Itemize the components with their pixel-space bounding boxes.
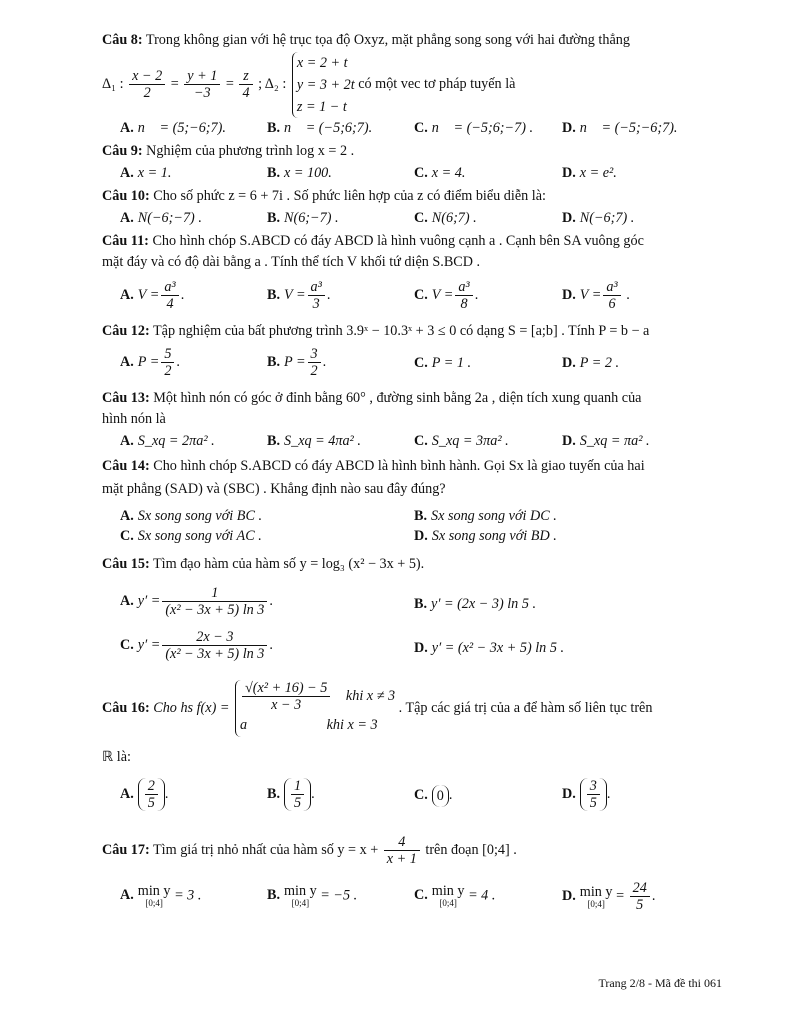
option-a[interactable]: A. Sx song song với BC .	[120, 508, 263, 524]
question-10	[102, 186, 726, 231]
option-d[interactable]: D. S_xq = πa² .	[562, 433, 650, 449]
option-a[interactable]: A. N(−6;−7) .	[120, 210, 202, 226]
option-b[interactable]: B. P = $\frac{3}{2}$ .	[267, 346, 327, 379]
option-b[interactable]: B. n⃗ = (−5;6;7).	[267, 120, 373, 136]
option-c[interactable]: C. N(6;7) .	[414, 210, 477, 226]
fraction: $\frac{z}{4}$	[239, 68, 252, 101]
option-a[interactable]: A. y′ = $\frac{1}{\text{(x² − 3x + 5) ln 3}}$ .	[120, 585, 273, 618]
question-text: Tìm giá trị nhỏ nhất của hàm số y = x +	[153, 842, 379, 858]
question-text: Cho hs f(x) =	[153, 700, 230, 716]
option-c[interactable]: C. min y [0;4] = 4 .	[414, 883, 496, 908]
line-delta2-label: ; Δ₂ :	[258, 76, 287, 92]
page-footer: Trang 2/8 - Mã đề thi 061	[598, 976, 722, 990]
question-text: Cho hình chóp S.ABCD có đáy ABCD là hình vuông cạnh a . Cạnh bên SA vuông góc	[152, 233, 644, 249]
question-11	[102, 231, 726, 315]
option-d[interactable]: D. y′ = (x² − 3x + 5) ln 5 .	[414, 640, 565, 656]
option-c[interactable]: C. P = 1 .	[414, 355, 472, 371]
option-a[interactable]: A. S_xq = 2πa² .	[120, 433, 215, 449]
question-text: Cho số phức z = 6 + 7i . Số phức liên hợp của z có điểm biểu diễn là:	[153, 188, 546, 204]
option-b[interactable]: B. Sx song song với DC .	[414, 508, 557, 524]
answer-options	[102, 162, 726, 186]
question-label: Câu 17:	[102, 842, 150, 858]
question-text-line2: ℝ là:	[102, 749, 131, 765]
option-c[interactable]: C. V = $\frac{\text{a³}}{8}$ .	[414, 279, 479, 312]
answer-options	[102, 430, 726, 454]
option-c[interactable]: C. 0 .	[414, 784, 452, 807]
answer-options	[102, 581, 726, 625]
option-d[interactable]: D. N(−6;7) .	[562, 210, 635, 226]
answer-options	[102, 273, 726, 315]
parametric-system: x = 2 + t y = 3 + 2t z = 1 − t	[292, 52, 355, 118]
fraction: $\frac{4}{x + 1}$	[384, 834, 420, 867]
question-label: Câu 11:	[102, 233, 149, 249]
question-label: Câu 8:	[102, 32, 143, 48]
question-label: Câu 9:	[102, 143, 143, 159]
question-text-tail: có một vec tơ pháp tuyến là	[358, 76, 516, 92]
option-b[interactable]: B. min y [0;4] = −5 .	[267, 883, 358, 908]
option-a[interactable]: A. x = 1.	[120, 165, 172, 181]
answer-options	[102, 525, 726, 547]
answer-options	[102, 772, 726, 816]
question-9	[102, 141, 726, 186]
question-label: Câu 13:	[102, 390, 150, 406]
option-d[interactable]: D. P = 2 .	[562, 355, 620, 371]
option-c[interactable]: C. n⃗ = (−5;6;−7) .	[414, 120, 534, 136]
option-c[interactable]: C. x = 4.	[414, 165, 466, 181]
option-b[interactable]: B. S_xq = 4πa² .	[267, 433, 361, 449]
exam-page	[102, 30, 726, 924]
fraction: $\frac{x - 2}{2}$	[129, 68, 165, 101]
question-text: Một hình nón có góc ở đỉnh bằng 60° , đường sinh bằng 2a , diện tích xung quanh của	[153, 390, 642, 406]
option-a[interactable]: A. min y [0;4] = 3 .	[120, 883, 202, 908]
question-label: Câu 14:	[102, 458, 150, 474]
option-a[interactable]: A. P = $\frac{5}{2}$ .	[120, 346, 180, 379]
question-text-line2: mặt phẳng (SAD) và (SBC) . Khẳng định nào sau đây đúng?	[102, 481, 446, 497]
option-b[interactable]: B. y′ = (2x − 3) ln 5 .	[414, 596, 537, 612]
option-b[interactable]: B. V = $\frac{\text{a³}}{3}$ .	[267, 279, 331, 312]
option-d[interactable]: D. n⃗ = (−5;−6;7).	[562, 120, 678, 136]
question-8: Câu 8: Trong không gian với hệ trục tọa độ Oxyz, mặt phẳng song song với hai đường thẳng Δ₁ : $\frac{x - 2}{2}$ = $\frac{y + 1}{-3}$ = $\frac{z}{4}$ ; Δ₂ : x = 2 + t y = 3 + 2t z = 1 − t có một vec tơ pháp tuyến là A. n⃗ = (5;−6;7). B. n⃗ = (−5;6;7). C. n⃗ = (−5;6;−7) . D. n⃗ = (−5;−6;7).	[102, 30, 726, 141]
answer-options	[102, 625, 726, 669]
question-text: Tìm đạo hàm của hàm số y = log₃ (x² − 3x + 5).	[153, 556, 425, 572]
question-text: Nghiệm của phương trình log x = 2 .	[146, 143, 355, 159]
option-c[interactable]: C. Sx song song với AC .	[120, 528, 262, 544]
question-label: Câu 10:	[102, 188, 150, 204]
question-12	[102, 321, 726, 382]
option-a[interactable]: A. $\frac{2}{5}$ .	[120, 778, 169, 811]
option-b[interactable]: B. x = 100.	[267, 165, 332, 181]
option-a[interactable]: A. V = $\frac{\text{a³}}{4}$ .	[120, 279, 185, 312]
question-17	[102, 828, 726, 924]
option-d[interactable]: D. Sx song song với BD .	[414, 528, 557, 544]
answer-options	[102, 117, 726, 141]
option-b[interactable]: B. N(6;−7) .	[267, 210, 339, 226]
question-label: Câu 15:	[102, 556, 150, 572]
option-d[interactable]: D. $\frac{3}{5}$ .	[562, 778, 611, 811]
answer-options	[102, 505, 726, 525]
question-15	[102, 551, 726, 669]
answer-options	[102, 880, 726, 924]
answer-options	[102, 207, 726, 231]
option-c[interactable]: C. S_xq = 3πa² .	[414, 433, 509, 449]
question-label: Câu 16:	[102, 700, 150, 716]
question-text: Tập nghiệm của bất phương trình 3.9ˣ − 10.3ˣ + 3 ≤ 0 có dạng S = [a;b] . Tính P = b − a	[153, 323, 650, 339]
question-text-tail: . Tập các giá trị của a để hàm số liên tục trên	[398, 700, 653, 716]
fraction: $\frac{y + 1}{-3}$	[184, 68, 220, 101]
option-b[interactable]: B. $\frac{1}{5}$ .	[267, 778, 315, 811]
option-d[interactable]: D. min y [0;4] = $\frac{24}{5}$ .	[562, 880, 656, 913]
question-text: Trong không gian với hệ trục tọa độ Oxyz, mặt phẳng song song với hai đường thẳng	[145, 32, 630, 48]
question-text-line2: hình nón là	[102, 411, 166, 427]
question-text: Cho hình chóp S.ABCD có đáy ABCD là hình bình hành. Gọi Sx là giao tuyến của hai	[153, 458, 645, 474]
answer-options	[102, 342, 726, 382]
option-c[interactable]: C. y′ = $\frac{2x - 3}{\text{(x² − 3x + 5) ln 3}}$ .	[120, 629, 273, 662]
option-d[interactable]: D. x = e².	[562, 165, 617, 181]
option-d[interactable]: D. V = $\frac{\text{a³}}{6}$ .	[562, 279, 630, 312]
option-a[interactable]: A. n⃗ = (5;−6;7).	[120, 120, 226, 136]
line-delta1-label: Δ₁ :	[102, 76, 124, 92]
question-text-line2: mặt đáy và có độ dài bằng a . Tính thể tích V khối tứ diện S.BCD .	[102, 254, 481, 270]
question-13	[102, 388, 726, 454]
question-14	[102, 456, 726, 547]
piecewise-function: $\frac{\text{√(x² + 16) − 5}}{x - 3}$ khi x ≠ 3 a khi x = 3	[235, 680, 395, 737]
question-label: Câu 12:	[102, 323, 150, 339]
question-16	[102, 675, 726, 816]
question-text-tail: trên đoạn [0;4] .	[425, 842, 517, 858]
